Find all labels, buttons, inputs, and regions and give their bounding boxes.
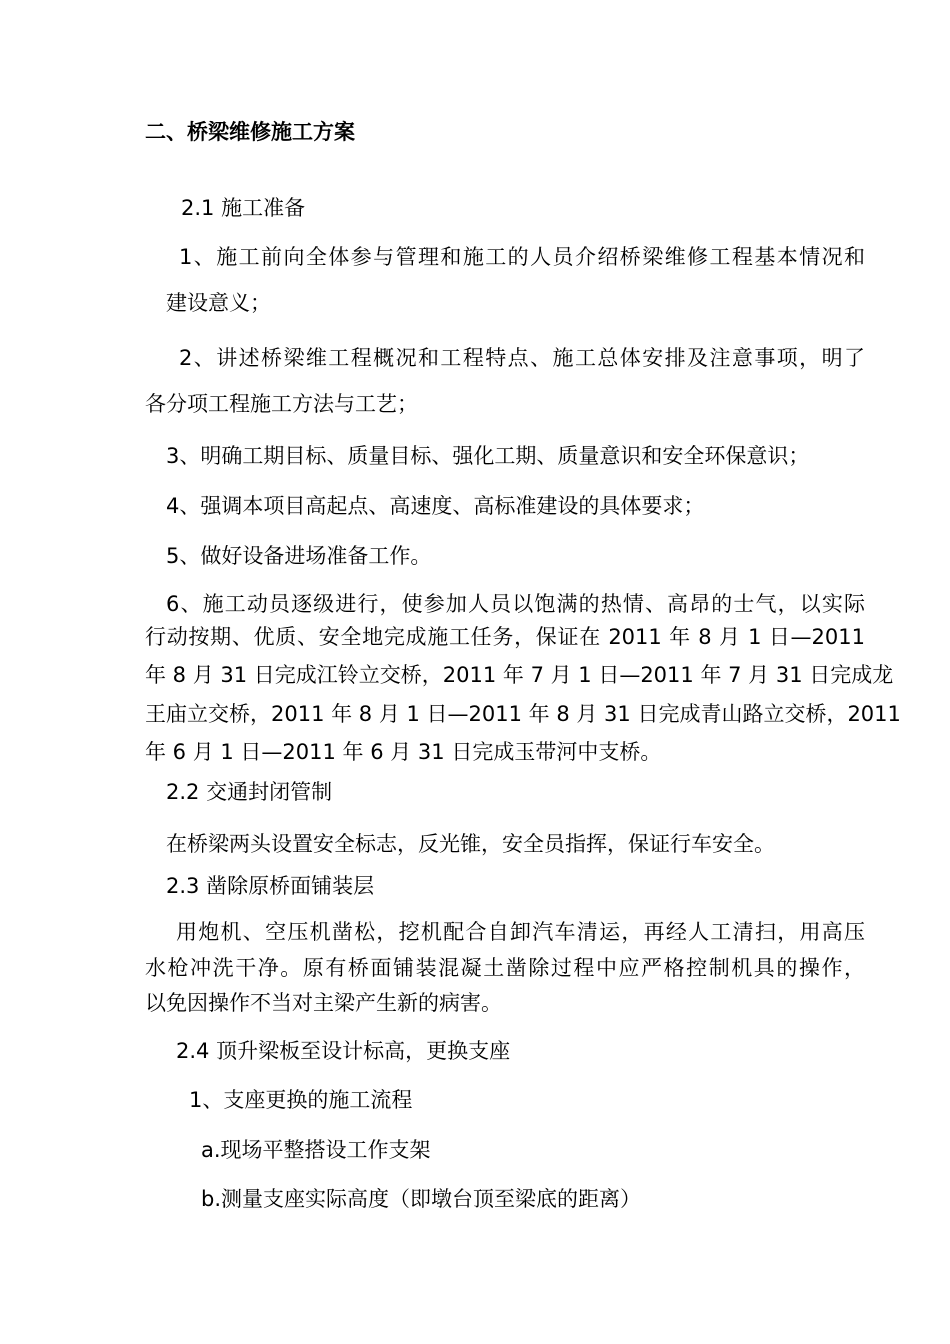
item4: 4、强调本项目高起点、高速度、高标准建设的具体要求； <box>166 494 705 518</box>
removal-line1: 用炮机、空压机凿松，挖机配合自卸汽车清运，再经人工清扫，用高压 <box>176 920 865 944</box>
heading-2-2: 2.2 交通封闭管制 <box>166 780 333 804</box>
item6-line4: 王庙立交桥，2011 年 8 月 1 日—2011 年 8 月 31 日完成青山路立交桥，2011 <box>145 702 901 726</box>
traffic-control-text: 在桥梁两头设置安全标志，反光锥，安全员指挥，保证行车安全。 <box>166 832 775 856</box>
heading-2-1: 2.1 施工准备 <box>181 196 306 220</box>
section-title: 二、桥梁维修施工方案 <box>145 120 355 144</box>
item3: 3、明确工期目标、质量目标、强化工期、质量意识和安全环保意识； <box>166 444 810 468</box>
removal-line3: 以免因操作不当对主梁产生新的病害。 <box>145 991 502 1015</box>
item1-line2: 建设意义； <box>166 291 271 315</box>
removal-line2: 水枪冲洗干净。原有桥面铺装混凝土凿除过程中应严格控制机具的操作， <box>145 956 865 980</box>
item6-line5: 年 6 月 1 日—2011 年 6 月 31 日完成玉带河中支桥。 <box>145 740 662 764</box>
step-a: a.现场平整搭设工作支架 <box>201 1138 431 1162</box>
heading-2-4: 2.4 顶升梁板至设计标高，更换支座 <box>176 1039 511 1063</box>
heading-2-3: 2.3 凿除原桥面铺装层 <box>166 874 375 898</box>
step-b: b.测量支座实际高度（即墩台顶至梁底的距离） <box>201 1187 642 1211</box>
item6-line3: 年 8 月 31 日完成江铃立交桥，2011 年 7 月 1 日—2011 年 7 月 31 日完成龙 <box>145 663 894 687</box>
item5: 5、做好设备进场准备工作。 <box>166 544 432 568</box>
item1-line1: 1、施工前向全体参与管理和施工的人员介绍桥梁维修工程基本情况和 <box>179 245 865 269</box>
item2-line1: 2、讲述桥梁维工程概况和工程特点、施工总体安排及注意事项，明了 <box>179 346 865 370</box>
item6-line1: 6、施工动员逐级进行，使参加人员以饱满的热情、高昂的士气，以实际 <box>166 592 865 616</box>
sub-item-1: 1、支座更换的施工流程 <box>189 1088 413 1112</box>
item6-line2: 行动按期、优质、安全地完成施工任务，保证在 2011 年 8 月 1 日—2011 <box>145 625 865 649</box>
item2-line2: 各分项工程施工方法与工艺； <box>145 392 418 416</box>
